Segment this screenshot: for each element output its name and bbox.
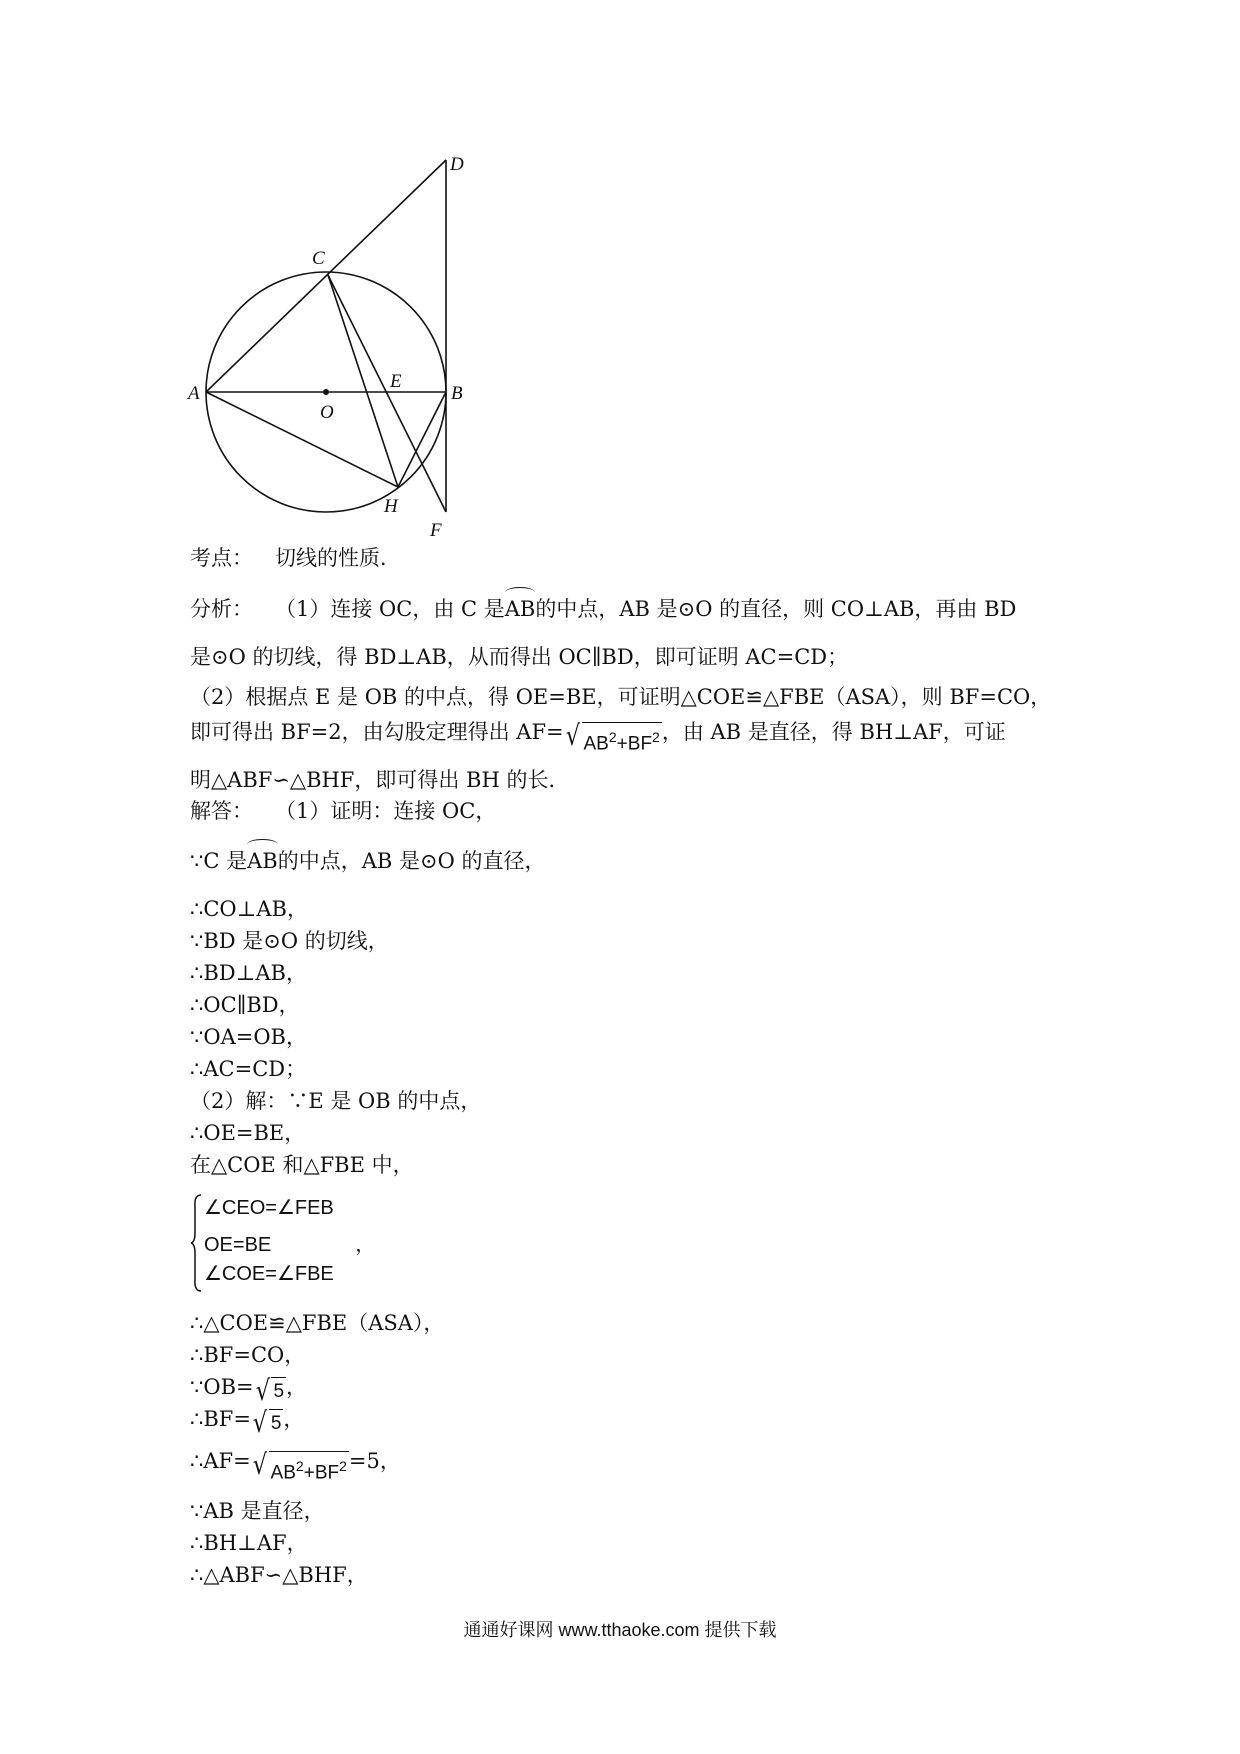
fenxi-line-4	[190, 717, 1006, 758]
step-15-pre: ∴AF=	[190, 1449, 251, 1473]
fenxi-text-1b: 的中点，AB 是⊙O 的直径，则 CO⊥AB，再由 BD	[535, 597, 1017, 621]
step-3: ∵BD 是⊙O 的切线，	[190, 929, 389, 953]
kaodian-text: 切线的性质．	[275, 546, 401, 570]
footer-source: 通通好课网 www.tthaoke.com 提供下载	[463, 1620, 777, 1640]
sqrt-bf: BF	[627, 733, 653, 755]
plus-sign: +	[616, 733, 628, 755]
step-8: （2）解：∵E 是 OB 的中点，	[190, 1089, 482, 1113]
step-11: ∴△COE≌△FBE（ASA），	[190, 1311, 445, 1335]
step-13	[190, 1372, 307, 1406]
sqrt-5-b-value: 5	[269, 1409, 284, 1438]
step-13-comma: ，	[286, 1375, 308, 1399]
plus-sign-2: +	[303, 1462, 315, 1484]
line-ah	[206, 392, 398, 487]
system-row-2-text: OE=BE	[204, 1234, 272, 1256]
fenxi-line-3: （2）根据点 E 是 OB 的中点，得 OE=BE，可证明△COE≌△FBE（ASA），则 BF=CO，	[190, 685, 1052, 709]
step-5: ∴OC∥BD，	[190, 993, 300, 1017]
step-6: ∵OA=OB，	[190, 1025, 307, 1049]
step-12: ∴BF=CO，	[190, 1343, 306, 1367]
fenxi-line-1	[190, 594, 1016, 624]
fenxi-tag: 分析：	[190, 597, 253, 621]
label-f: F	[430, 520, 442, 541]
step-14-comma: ，	[283, 1407, 305, 1431]
fenxi-line-5: 明△ABF∽△BHF，即可得出 BH 的长．	[190, 768, 570, 792]
line-hb	[398, 392, 446, 487]
fenxi-text-1a: （1）连接 OC，由 C 是	[275, 597, 505, 621]
label-o: O	[320, 402, 334, 423]
label-e: E	[390, 371, 402, 392]
jieda-tag: 解答：	[190, 799, 253, 823]
arc-ab: AB	[505, 594, 536, 624]
geometry-figure	[180, 140, 480, 550]
equation-system	[190, 1193, 450, 1293]
step-14	[190, 1404, 304, 1438]
line-ch	[328, 275, 398, 487]
arc-ab-2: AB	[247, 846, 278, 876]
sqrt-5-b: √ 5	[252, 1406, 282, 1439]
sup-2a: 2	[608, 729, 617, 745]
system-comma: ，	[355, 1234, 376, 1256]
sqrt-expression: √ $AB^2+BF^2$	[564, 722, 662, 758]
system-row-2	[204, 1228, 375, 1257]
sqrt-ab-2: AB	[270, 1462, 296, 1484]
system-row-1: ∠CEO=∠FEB	[204, 1197, 334, 1219]
system-row-3: ∠COE=∠FBE	[204, 1263, 334, 1285]
center-dot	[323, 389, 329, 395]
fenxi-text-4b: ，由 AB 是直径，得 BH⊥AF，可证	[661, 720, 1006, 744]
step-15	[190, 1446, 401, 1487]
label-d: D	[450, 154, 464, 175]
sqrt-bf-2: BF	[314, 1462, 340, 1484]
line-cf	[328, 275, 446, 512]
fenxi-line-2: 是⊙O 的切线，得 BD⊥AB，从而得出 OC∥BD，即可证明 AC=CD；	[190, 645, 849, 669]
step-18: ∴△ABF∽△BHF，	[190, 1563, 368, 1587]
sqrt-5-a: √ 5	[255, 1374, 285, 1407]
step-9: ∴OE=BE，	[190, 1121, 306, 1145]
jieda-text: （1）证明：连接 OC，	[275, 799, 497, 823]
sqrt-af: √ $AB^2+BF^2$	[251, 1451, 349, 1487]
line-ad	[206, 160, 446, 392]
label-c: C	[312, 248, 325, 269]
step-1	[190, 846, 545, 876]
jieda-line	[190, 796, 496, 826]
step-1-pre: ∵C 是	[190, 849, 248, 873]
sqrt-ab: AB	[583, 733, 609, 755]
sup-2c: 2	[295, 1458, 304, 1474]
kaodian-line	[190, 543, 401, 573]
step-13-pre: ∵OB=	[190, 1375, 254, 1399]
step-14-pre: ∴BF=	[190, 1407, 251, 1431]
sup-2b: 2	[652, 729, 660, 745]
label-a: A	[188, 383, 200, 404]
left-brace	[190, 1193, 202, 1293]
sup-2d: 2	[339, 1458, 347, 1474]
step-1-post: 的中点，AB 是⊙O 的直径，	[277, 849, 546, 873]
step-7: ∴AC=CD；	[190, 1057, 307, 1081]
step-17: ∴BH⊥AF，	[190, 1531, 308, 1555]
kaodian-tag: 考点：	[190, 546, 253, 570]
step-2: ∴CO⊥AB，	[190, 897, 308, 921]
step-16: ∵AB 是直径，	[190, 1499, 325, 1523]
step-15-post: =5，	[348, 1449, 401, 1473]
label-h: H	[384, 496, 398, 517]
sqrt-5-a-value: 5	[271, 1377, 286, 1406]
label-b: B	[451, 383, 463, 404]
step-10: 在△COE 和△FBE 中，	[190, 1153, 414, 1177]
fenxi-text-4a: 即可得出 BF=2，由勾股定理得出 AF=	[190, 720, 564, 744]
step-4: ∴BD⊥AB，	[190, 961, 307, 985]
